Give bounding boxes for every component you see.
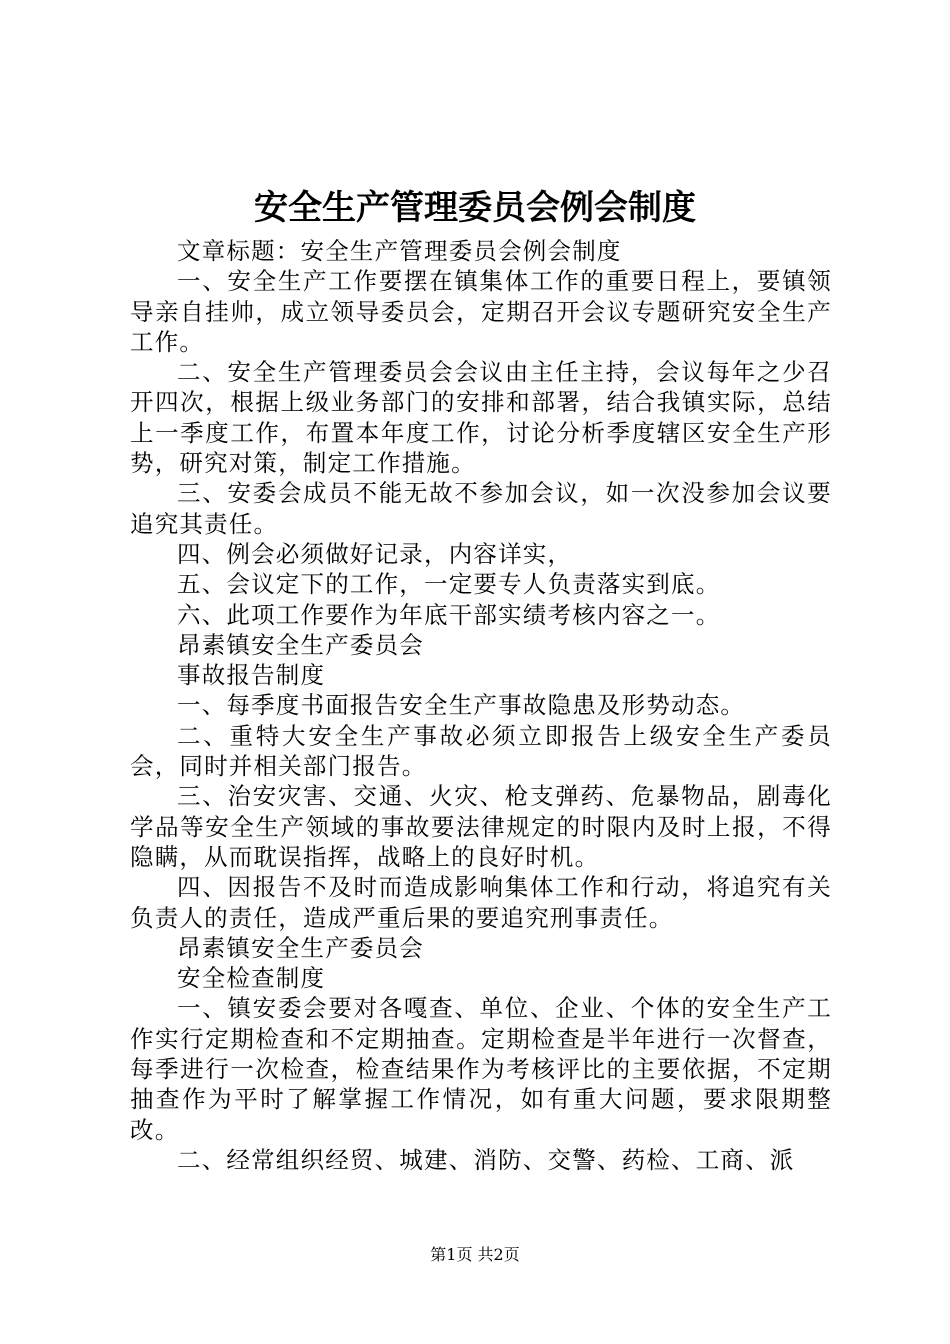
- paragraph: 二、安全生产管理委员会会议由主任主持，会议每年之少召开四次，根据上级业务部门的安排和部署，结合我镇实际，总结上一季度工作，布置本年度工作，讨论分析季度辖区安全生产形势，研究对策，制定工作措施。: [130, 358, 832, 478]
- page-footer: 第1页 共2页: [430, 1245, 520, 1264]
- signature-line: 昂素镇安全生产委员会: [177, 630, 424, 659]
- paragraph: 一、安全生产工作要摆在镇集体工作的重要日程上，要镇领导亲自挂帅，成立领导委员会，定期召开会议专题研究安全生产工作。: [130, 267, 832, 356]
- paragraph: 五、会议定下的工作，一定要专人负责落实到底。: [177, 570, 721, 599]
- paragraph: 二、经常组织经贸、城建、消防、交警、药检、工商、派: [177, 1145, 795, 1174]
- signature-line: 昂素镇安全生产委员会: [177, 933, 424, 962]
- section-heading: 事故报告制度: [177, 661, 326, 690]
- paragraph: 六、此项工作要作为年底干部实绩考核内容之一。: [177, 600, 721, 629]
- paragraph: 三、治安灾害、交通、火灾、枪支弹药、危暴物品，剧毒化学品等安全生产领域的事故要法律规定的时限内及时上报，不得隐瞒，从而耽误指挥，战略上的良好时机。: [130, 782, 832, 871]
- paragraph: 二、重特大安全生产事故必须立即报告上级安全生产委员会，同时并相关部门报告。: [130, 721, 832, 781]
- paragraph: 三、安委会成员不能无故不参加会议，如一次没参加会议要追究其责任。: [130, 479, 832, 538]
- paragraph: 一、镇安委会要对各嘎查、单位、企业、个体的安全生产工作实行定期检查和不定期抽查。定期检查是半年进行一次督查，每季进行一次检查，检查结果作为考核评比的主要依据，不定期抽查作为平时了解掌握工作情况，如有重大问题，要求限期整改。: [130, 994, 832, 1144]
- paragraph-article-title: 文章标题：安全生产管理委员会例会制度: [177, 237, 622, 265]
- paragraph: 一、每季度书面报告安全生产事故隐患及形势动态。: [177, 691, 746, 720]
- document-title: 安全生产管理委员会例会制度: [254, 188, 696, 228]
- section-heading: 安全检查制度: [177, 964, 326, 993]
- document-body: [130, 236, 832, 1175]
- paragraph: 四、例会必须做好记录，内容详实，: [177, 539, 573, 568]
- paragraph: 四、因报告不及时而造成影响集体工作和行动，将追究有关负责人的责任，造成严重后果的要追究刑事责任。: [130, 873, 832, 932]
